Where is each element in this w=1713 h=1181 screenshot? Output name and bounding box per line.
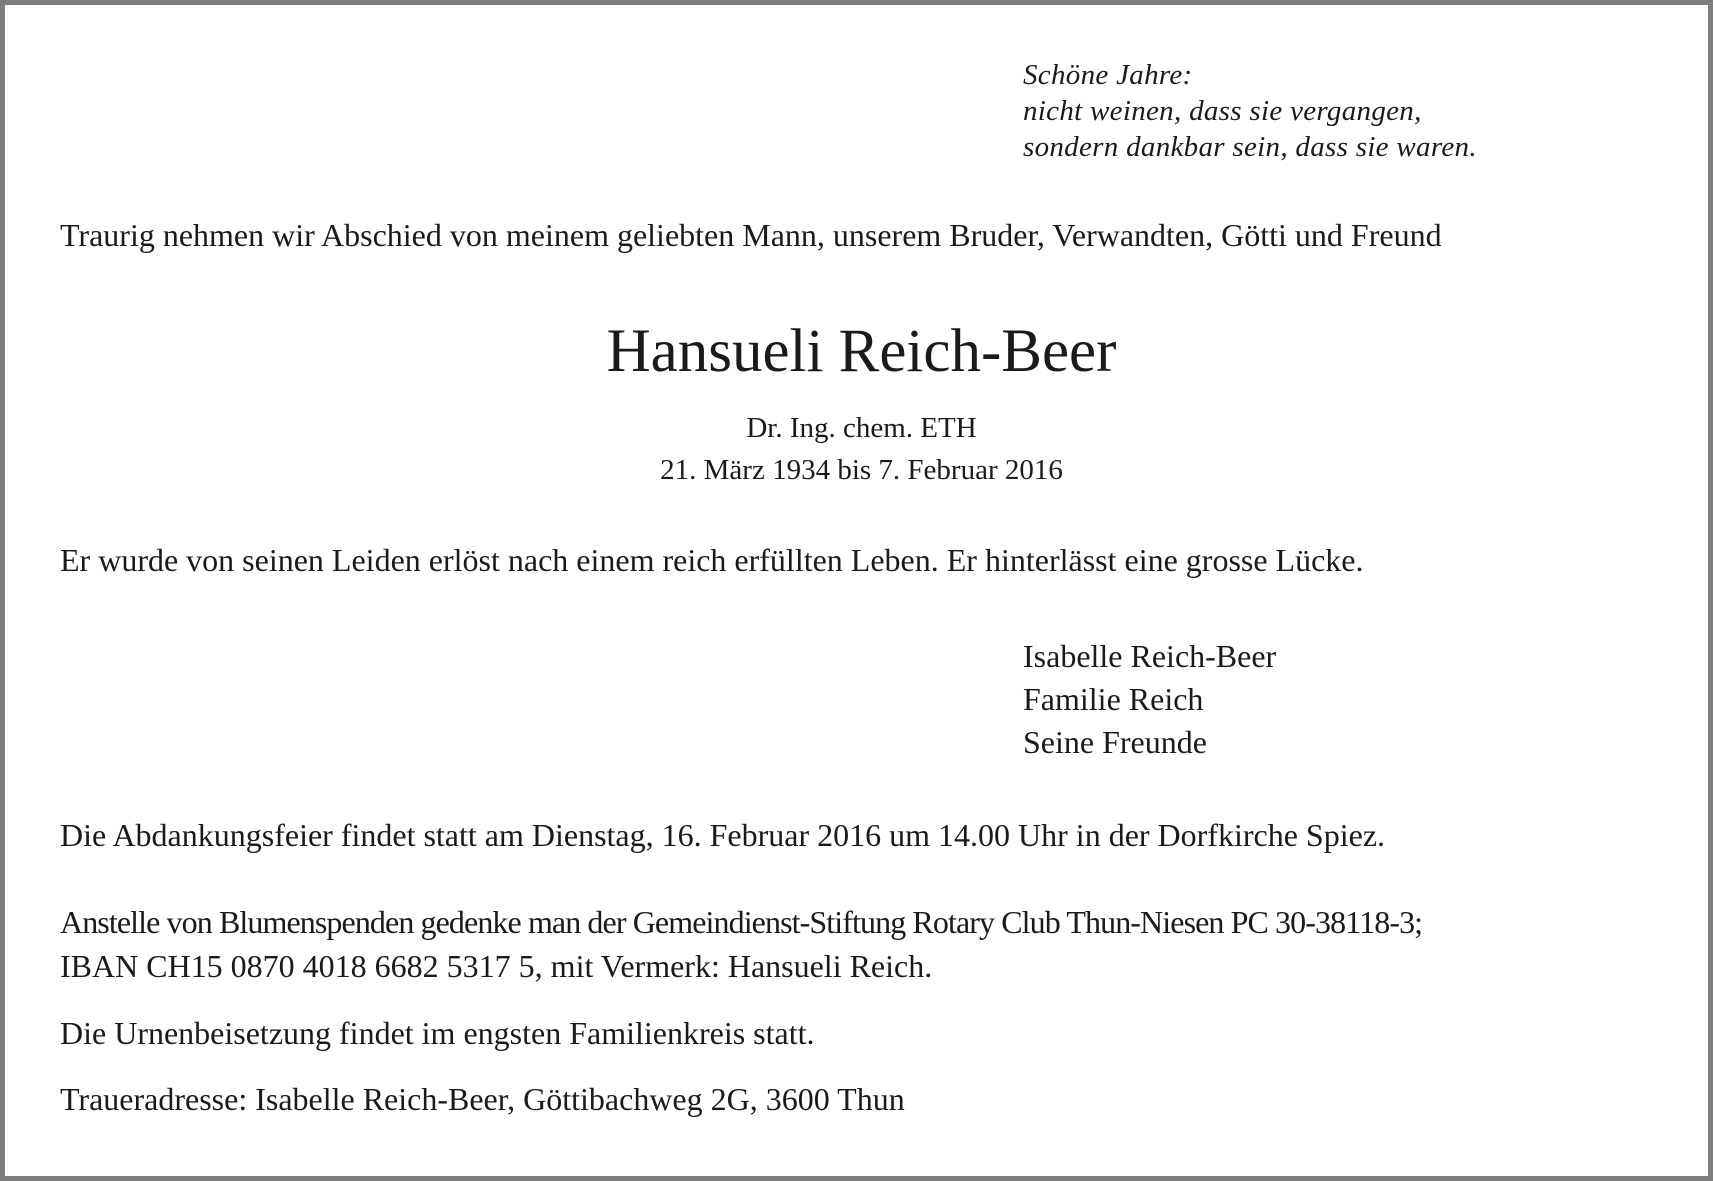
donation-line: Anstelle von Blumenspenden gedenke man der Gemeindienst-Stiftung Rotary Club Thun-Niesen PC 30-38118-3; — [60, 904, 1423, 940]
motto-line: nicht weinen, dass sie vergangen, — [1023, 95, 1422, 127]
signatory: Seine Freunde — [1023, 724, 1207, 760]
address-text: Traueradresse: Isabelle Reich-Beer, Göttibachweg 2G, 3600 Thun — [60, 1081, 905, 1117]
deceased-name: Hansueli Reich-Beer — [606, 318, 1117, 385]
donation-line: IBAN CH15 0870 4018 6682 5317 5, mit Vermerk: Hansueli Reich. — [60, 948, 933, 984]
motto-line: Schöne Jahre: — [1023, 59, 1193, 91]
urn-text: Die Urnenbeisetzung findet im engsten Familienkreis statt. — [60, 1015, 815, 1051]
donation-text — [60, 900, 1422, 988]
deceased-dates: 21. März 1934 bis 7. Februar 2016 — [660, 454, 1063, 486]
motto-quote — [1023, 57, 1477, 165]
statement-text: Er wurde von seinen Leiden erlöst nach einem reich erfüllten Leben. Er hinterlässt eine grosse Lücke. — [60, 542, 1364, 578]
intro-text: Traurig nehmen wir Abschied von meinem geliebten Mann, unserem Bruder, Verwandten, Götti und Freund — [60, 217, 1442, 253]
signatories — [1023, 635, 1276, 764]
ceremony-text: Die Abdankungsfeier findet statt am Dienstag, 16. Februar 2016 um 14.00 Uhr in der Dorfkirche Spiez. — [60, 817, 1386, 853]
signatory: Familie Reich — [1023, 681, 1204, 717]
deceased-title: Dr. Ing. chem. ETH — [746, 412, 977, 444]
signatory: Isabelle Reich-Beer — [1023, 638, 1277, 674]
motto-line: sondern dankbar sein, dass sie waren. — [1023, 131, 1477, 163]
